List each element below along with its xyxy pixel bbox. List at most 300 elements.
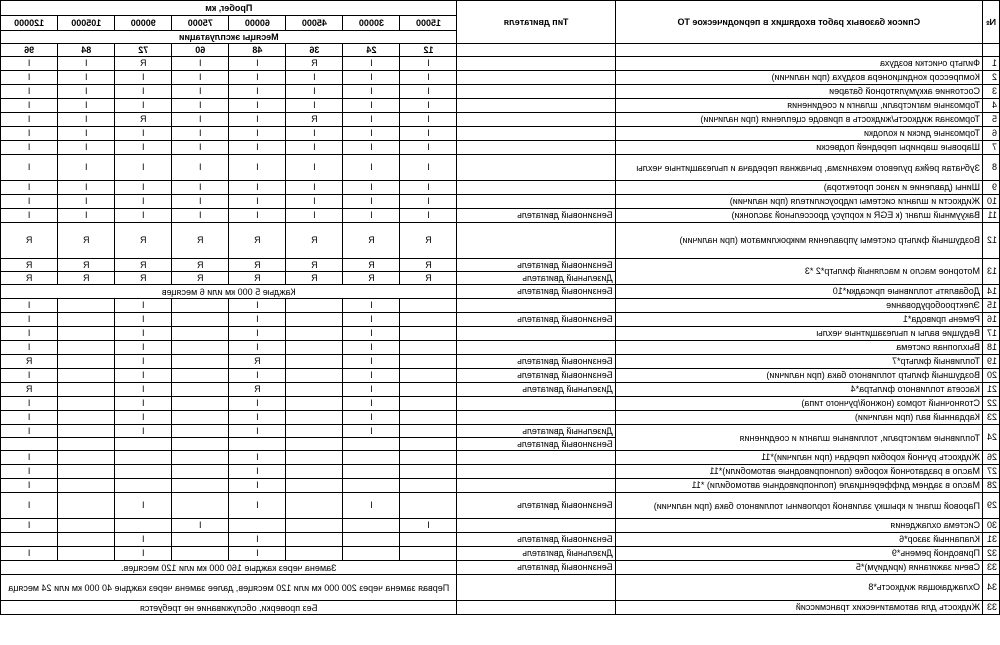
row-description: Выхлопная система [615, 341, 982, 355]
interval-cell [400, 451, 457, 465]
interval-cell: I [400, 155, 457, 181]
interval-cell: I [172, 181, 229, 195]
interval-cell: I [172, 99, 229, 113]
interval-cell [115, 451, 172, 465]
interval-cell: I [172, 127, 229, 141]
interval-cell: I [229, 465, 286, 479]
row-description: Жидкость для автоматических трансмиссий [615, 601, 982, 615]
interval-cell: I [115, 493, 172, 519]
interval-cell [286, 313, 343, 327]
interval-cell: I [229, 85, 286, 99]
row-engine-type: Бензиновый двигатель [457, 285, 615, 299]
row-number: 32 [982, 547, 999, 561]
row-description: Шаровые шарниры передней подвески [615, 141, 982, 155]
interval-cell: I [229, 57, 286, 71]
table-row [1, 327, 1000, 341]
interval-cell: I [1, 369, 58, 383]
row-description: Масло в раздаточной коробке (полноприводные автомобили)*11 [615, 465, 982, 479]
header-mileage-4: 75000 [172, 16, 229, 31]
interval-cell [172, 327, 229, 341]
row-engine-type [457, 127, 615, 141]
interval-cell [58, 327, 115, 341]
header-spacer [982, 44, 999, 57]
table-row [1, 355, 1000, 369]
row-description: Ремень привода*1 [615, 313, 982, 327]
row-note: Замена через каждые 160 000 км или 120 месяцев. [1, 561, 458, 575]
interval-cell: I [229, 327, 286, 341]
row-description: Ведущие валы и пылезащитные чехлы [615, 327, 982, 341]
interval-cell: I [400, 71, 457, 85]
interval-cell [400, 438, 457, 451]
row-engine-type [457, 601, 615, 615]
interval-cell: I [1, 341, 58, 355]
interval-cell: I [115, 209, 172, 223]
interval-cell: I [229, 155, 286, 181]
row-engine-type [457, 223, 615, 259]
interval-cell: I [1, 547, 58, 561]
row-engine-type [457, 71, 615, 85]
interval-cell: I [400, 85, 457, 99]
table-row [1, 209, 1000, 223]
interval-cell: I [58, 57, 115, 71]
interval-cell [343, 451, 400, 465]
table-row [1, 195, 1000, 209]
interval-cell: I [115, 99, 172, 113]
interval-cell: I [229, 425, 286, 438]
header-month-6: 84 [58, 44, 115, 57]
row-engine-type [457, 575, 615, 601]
row-engine-type: Бензиновый двигатель [457, 355, 615, 369]
interval-cell [58, 299, 115, 313]
interval-cell: I [343, 397, 400, 411]
row-engine-type [457, 57, 615, 71]
interval-cell: I [58, 71, 115, 85]
row-number: 17 [982, 327, 999, 341]
table-row [1, 479, 1000, 493]
table-row [1, 369, 1000, 383]
interval-cell: R [1, 259, 58, 272]
interval-cell [172, 438, 229, 451]
interval-cell [343, 479, 400, 493]
table-row [1, 155, 1000, 181]
interval-cell [400, 493, 457, 519]
interval-cell [400, 299, 457, 313]
row-engine-type: Бензиновый двигатель [457, 438, 615, 451]
interval-cell: R [400, 272, 457, 285]
interval-cell [400, 383, 457, 397]
interval-cell: R [286, 259, 343, 272]
row-description: Топливный фильтр*7 [615, 355, 982, 369]
interval-cell: I [115, 71, 172, 85]
table-row [1, 99, 1000, 113]
row-engine-type: Дизельный двигатель [457, 383, 615, 397]
row-number: 15 [982, 299, 999, 313]
interval-cell: I [172, 195, 229, 209]
row-engine-type [457, 181, 615, 195]
interval-cell: I [172, 209, 229, 223]
interval-cell: R [115, 259, 172, 272]
interval-cell: I [229, 397, 286, 411]
interval-cell [400, 425, 457, 438]
interval-cell [286, 493, 343, 519]
header-month-2: 36 [286, 44, 343, 57]
interval-cell [172, 369, 229, 383]
row-number: 28 [982, 479, 999, 493]
row-note: Без проверки, обслуживание не требуется [1, 601, 458, 615]
row-engine-type: Дизельный двигатель [457, 272, 615, 285]
table-row [1, 299, 1000, 313]
interval-cell: I [229, 533, 286, 547]
row-engine-type [457, 299, 615, 313]
interval-cell: I [58, 113, 115, 127]
row-description: Фильтр очистки воздуха [615, 57, 982, 71]
interval-cell: I [400, 57, 457, 71]
interval-cell: I [1, 209, 58, 223]
interval-cell: I [1, 519, 58, 533]
interval-cell [58, 313, 115, 327]
row-description: Вакуумный шланг (к EGR и корпусу дроссельной заслонки) [615, 209, 982, 223]
interval-cell: I [229, 181, 286, 195]
row-engine-type [457, 85, 615, 99]
row-engine-type: Бензиновый двигатель [457, 313, 615, 327]
interval-cell: R [286, 272, 343, 285]
interval-cell: I [229, 451, 286, 465]
row-engine-type [457, 479, 615, 493]
interval-cell: I [172, 85, 229, 99]
interval-cell: I [400, 99, 457, 113]
interval-cell: R [58, 223, 115, 259]
row-engine-type [457, 519, 615, 533]
interval-cell: I [58, 209, 115, 223]
header-mileage-7: 120000 [1, 16, 58, 31]
header-num: № [982, 1, 999, 44]
row-number: 9 [982, 181, 999, 195]
header-mileage-3: 60000 [229, 16, 286, 31]
interval-cell: I [1, 411, 58, 425]
interval-cell: R [1, 383, 58, 397]
interval-cell: R [286, 223, 343, 259]
row-engine-type: Бензиновый двигатель [457, 561, 615, 575]
interval-cell: I [286, 181, 343, 195]
interval-cell: I [286, 99, 343, 113]
interval-cell: I [286, 85, 343, 99]
table-row [1, 519, 1000, 533]
interval-cell: I [400, 181, 457, 195]
interval-cell [400, 327, 457, 341]
interval-cell [58, 411, 115, 425]
interval-cell: I [58, 85, 115, 99]
table-row [1, 341, 1000, 355]
interval-cell [58, 547, 115, 561]
row-description: Клапанный зазор*6 [615, 533, 982, 547]
interval-cell [286, 369, 343, 383]
interval-cell [172, 341, 229, 355]
interval-cell [400, 355, 457, 369]
interval-cell [172, 533, 229, 547]
table-row [1, 181, 1000, 195]
interval-cell [343, 533, 400, 547]
row-description: Шины (давление и износ протектора) [615, 181, 982, 195]
interval-cell: R [1, 272, 58, 285]
interval-cell: R [229, 259, 286, 272]
row-engine-type [457, 341, 615, 355]
interval-cell: I [343, 209, 400, 223]
interval-cell: I [172, 141, 229, 155]
interval-cell: R [343, 223, 400, 259]
interval-cell: I [115, 85, 172, 99]
interval-cell: I [343, 425, 400, 438]
interval-cell [286, 299, 343, 313]
row-number: 21 [982, 383, 999, 397]
interval-cell: I [229, 493, 286, 519]
interval-cell: I [58, 99, 115, 113]
interval-cell [58, 493, 115, 519]
interval-cell: I [115, 341, 172, 355]
interval-cell: I [1, 85, 58, 99]
interval-cell [400, 341, 457, 355]
interval-cell: R [229, 223, 286, 259]
interval-cell: R [115, 272, 172, 285]
interval-cell: I [229, 99, 286, 113]
interval-cell: R [172, 272, 229, 285]
interval-cell: I [1, 127, 58, 141]
row-engine-type: Дизельный двигатель [457, 425, 615, 438]
interval-cell [58, 425, 115, 438]
row-description: Топливные магистрали, топливные шланги и соединения [615, 425, 982, 451]
interval-cell: I [343, 341, 400, 355]
header-description: Список базовых работ входящих в периодическое ТО [615, 1, 982, 44]
row-number: 23 [982, 411, 999, 425]
interval-cell: I [115, 383, 172, 397]
interval-cell [172, 493, 229, 519]
interval-cell: I [343, 155, 400, 181]
table-row [1, 601, 1000, 615]
interval-cell [172, 425, 229, 438]
interval-cell: I [286, 127, 343, 141]
table-body [1, 57, 1000, 615]
row-description: Тормозная жидкость/жидкость в приводе сцепления (при наличии) [615, 113, 982, 127]
row-engine-type: Бензиновый двигатель [457, 493, 615, 519]
interval-cell: I [400, 127, 457, 141]
interval-cell: I [343, 71, 400, 85]
interval-cell [400, 397, 457, 411]
table-row [1, 575, 1000, 601]
row-number: 8 [982, 155, 999, 181]
interval-cell: I [115, 195, 172, 209]
interval-cell: I [1, 57, 58, 71]
interval-cell: R [1, 355, 58, 369]
interval-cell [400, 547, 457, 561]
row-engine-type [457, 411, 615, 425]
row-description: Тормозные магистрали, шланги и соединения [615, 99, 982, 113]
interval-cell: I [172, 71, 229, 85]
row-description: Жидкости и шланги системы гидроусилителя (при наличии) [615, 195, 982, 209]
header-mileage-6: 105000 [58, 16, 115, 31]
interval-cell [286, 519, 343, 533]
interval-cell: I [229, 299, 286, 313]
interval-cell: I [343, 85, 400, 99]
interval-cell [58, 355, 115, 369]
interval-cell: I [400, 141, 457, 155]
interval-cell: I [58, 127, 115, 141]
row-description: Моторное масло и масляный фильтр*2 *3 [615, 259, 982, 285]
row-number: 10 [982, 195, 999, 209]
row-number: 19 [982, 355, 999, 369]
interval-cell: I [229, 127, 286, 141]
interval-cell [172, 451, 229, 465]
interval-cell [115, 465, 172, 479]
table-row [1, 259, 1000, 272]
interval-cell [343, 465, 400, 479]
interval-cell: I [115, 181, 172, 195]
interval-cell [286, 465, 343, 479]
row-engine-type [457, 99, 615, 113]
header-month-5: 72 [115, 44, 172, 57]
row-note: Первая замена через 200 000 км или 120 месяцев, далее замена через каждые 40 000 км или 24 месяца [1, 575, 458, 601]
row-engine-type: Дизельный двигатель [457, 547, 615, 561]
interval-cell: I [229, 547, 286, 561]
interval-cell: I [1, 155, 58, 181]
interval-cell [400, 313, 457, 327]
interval-cell [115, 519, 172, 533]
interval-cell: I [1, 299, 58, 313]
interval-cell: I [229, 369, 286, 383]
interval-cell: I [229, 341, 286, 355]
interval-cell [58, 519, 115, 533]
header-month-3: 48 [229, 44, 286, 57]
interval-cell: I [343, 113, 400, 127]
row-engine-type: Бензиновый двигатель [457, 259, 615, 272]
interval-cell: I [172, 113, 229, 127]
row-engine-type: Бензиновый двигатель [457, 369, 615, 383]
row-engine-type [457, 155, 615, 181]
table-row [1, 285, 1000, 299]
row-engine-type: Бензиновый двигатель [457, 533, 615, 547]
row-note: Каждые 5 000 км или 6 месяцев [1, 285, 458, 299]
row-description: Зубчатая рейка рулевого механизма, рычажная передача и пылезащитные чехлы [615, 155, 982, 181]
header-month-7: 96 [1, 44, 58, 57]
interval-cell [286, 397, 343, 411]
interval-cell: R [400, 259, 457, 272]
row-number: 30 [982, 519, 999, 533]
interval-cell: R [115, 113, 172, 127]
interval-cell: I [115, 299, 172, 313]
interval-cell [229, 438, 286, 451]
interval-cell [172, 547, 229, 561]
interval-cell: I [343, 299, 400, 313]
row-number: 5 [982, 113, 999, 127]
interval-cell [229, 519, 286, 533]
row-description: Карданный вал (при наличии) [615, 411, 982, 425]
interval-cell [1, 438, 58, 451]
row-description: Приводной ремень*9 [615, 547, 982, 561]
row-description: Тормозные диски и колодки [615, 127, 982, 141]
row-number: 31 [982, 533, 999, 547]
months-row [1, 44, 1000, 57]
interval-cell [286, 383, 343, 397]
table-row [1, 451, 1000, 465]
row-engine-type [457, 327, 615, 341]
interval-cell [172, 355, 229, 369]
table-row [1, 57, 1000, 71]
row-description: Свечи зажигания (иридиум)*5 [615, 561, 982, 575]
interval-cell [58, 383, 115, 397]
interval-cell [286, 425, 343, 438]
interval-cell [286, 341, 343, 355]
interval-cell: R [343, 259, 400, 272]
row-description: Охлаждающая жидкость*8 [615, 575, 982, 601]
interval-cell: I [229, 141, 286, 155]
row-description: Паровой шланг и крышку заливной горловины топливного бака (при наличии) [615, 493, 982, 519]
interval-cell: I [1, 99, 58, 113]
header-month-0: 12 [400, 44, 457, 57]
interval-cell: R [286, 113, 343, 127]
interval-cell: R [229, 355, 286, 369]
interval-cell [58, 465, 115, 479]
row-description: Воздушный фильтр топливного бака (при наличии) [615, 369, 982, 383]
table-row [1, 141, 1000, 155]
interval-cell: I [229, 411, 286, 425]
interval-cell: I [1, 397, 58, 411]
interval-cell [58, 438, 115, 451]
table-row [1, 223, 1000, 259]
interval-cell: I [172, 155, 229, 181]
row-description: Масло в заднем дифференциале (полноприводные автомобили) *11 [615, 479, 982, 493]
header-months-label: Месяцы эксплуатации [1, 31, 458, 44]
interval-cell [286, 533, 343, 547]
interval-cell: I [115, 397, 172, 411]
interval-cell [58, 369, 115, 383]
interval-cell: I [115, 533, 172, 547]
row-number: 29 [982, 493, 999, 519]
interval-cell: I [115, 355, 172, 369]
row-number: 20 [982, 369, 999, 383]
interval-cell: I [1, 425, 58, 438]
table-row [1, 383, 1000, 397]
table-row [1, 127, 1000, 141]
interval-cell: R [115, 57, 172, 71]
interval-cell: I [1, 71, 58, 85]
interval-cell [58, 479, 115, 493]
row-number: 6 [982, 127, 999, 141]
interval-cell: I [115, 141, 172, 155]
interval-cell: R [400, 223, 457, 259]
interval-cell: I [286, 141, 343, 155]
interval-cell: I [400, 519, 457, 533]
row-description: Стояночный тормоз (ножной/ручного типа) [615, 397, 982, 411]
row-description: Жидкость ручной коробки передач (при наличии)*11 [615, 451, 982, 465]
table-row [1, 411, 1000, 425]
interval-cell: R [229, 272, 286, 285]
table-row [1, 493, 1000, 519]
interval-cell: I [343, 493, 400, 519]
interval-cell [172, 397, 229, 411]
row-description: Электрооборудование [615, 299, 982, 313]
interval-cell: R [172, 223, 229, 259]
interval-cell: I [400, 113, 457, 127]
interval-cell: I [229, 479, 286, 493]
interval-cell: I [58, 181, 115, 195]
interval-cell [400, 533, 457, 547]
table-row [1, 85, 1000, 99]
interval-cell: I [343, 383, 400, 397]
header-mileage-0: 15000 [400, 16, 457, 31]
interval-cell [286, 547, 343, 561]
interval-cell [400, 369, 457, 383]
row-engine-type [457, 113, 615, 127]
table-row [1, 425, 1000, 438]
header-month-4: 60 [172, 44, 229, 57]
